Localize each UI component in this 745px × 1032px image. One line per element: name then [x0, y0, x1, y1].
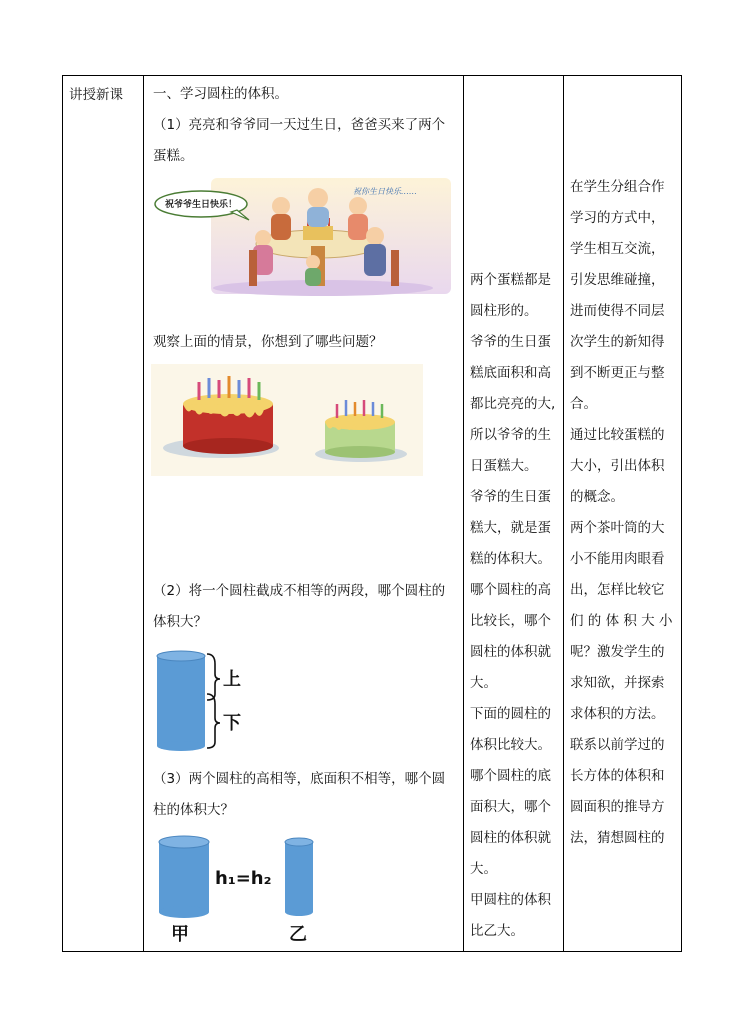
row-label: 讲授新课 — [69, 87, 123, 103]
intent-line: 学生相互交流， — [570, 241, 665, 257]
birthday-scene-illustration — [153, 176, 453, 296]
intent-line: 求体积的方法。 — [570, 706, 665, 722]
student-line: 所以爷爷的生 — [470, 427, 551, 443]
cylinder-top — [157, 651, 205, 661]
label-up: 上 — [223, 669, 241, 690]
student-line: 糕底面积和高 — [470, 365, 551, 381]
intent-line: 的概念。 — [570, 489, 624, 505]
cylinder-yi — [285, 838, 313, 916]
intent-line: 引发思维碰撞， — [570, 272, 665, 288]
design-intent-column — [570, 172, 680, 854]
intent-line: 法，猜想圆柱的 — [570, 830, 665, 846]
student-line: 大。 — [470, 861, 497, 877]
intent-line: 在学生分组合作 — [570, 179, 665, 195]
intent-line: 圆面积的推导方 — [570, 799, 665, 815]
bubble-text: 祝爷爷生日快乐！ — [164, 200, 238, 210]
paragraph-1: （1）亮亮和爷爷同一天过生日，爸爸买来了两个 蛋糕。 — [153, 117, 446, 164]
intent-line: 学习的方式中， — [570, 210, 665, 226]
student-line: 甲圆柱的体积 — [470, 892, 551, 908]
height-equal-label: h₁=h₂ — [215, 868, 272, 889]
cylinder-body — [157, 656, 205, 746]
student-line: 圆柱形的。 — [470, 303, 538, 319]
student-line: 比较长，哪个 — [470, 613, 551, 629]
student-line: 日蛋糕大。 — [470, 458, 538, 474]
intent-line: 两个茶叶筒的大 — [570, 520, 665, 536]
section-heading: 一、学习圆柱的体积。 — [153, 86, 288, 102]
column-divider — [143, 76, 144, 951]
intent-line: 求知欲，并探索 — [570, 675, 665, 691]
chair — [391, 250, 399, 286]
student-line: 体积比较大。 — [470, 737, 551, 753]
intent-line: 通过比较蛋糕的 — [570, 427, 665, 443]
intent-line: 次学生的新知得 — [570, 334, 665, 350]
cylinder-jia — [159, 836, 209, 918]
lower-brace — [207, 694, 220, 748]
student-line: 都比亮亮的大, — [470, 396, 556, 412]
intent-line: 呢？激发学生的 — [570, 644, 665, 660]
student-line: 哪个圆柱的高 — [470, 582, 551, 598]
upper-brace — [207, 654, 220, 700]
paragraph-2: （2）将一个圆柱截成不相等的两段，哪个圆柱的 体积大？ — [153, 583, 446, 630]
intent-line: 合。 — [570, 396, 597, 412]
split-cylinder-diagram — [153, 648, 263, 758]
label-yi: 乙 — [289, 924, 307, 945]
paragraph-3: （3）两个圆柱的高相等，底面积不相等，哪个圆 柱的体积大？ — [153, 771, 446, 818]
student-line: 下面的圆柱的 — [470, 706, 551, 722]
student-line: 面积大，哪个 — [470, 799, 551, 815]
cylinder-base — [157, 741, 205, 751]
student-line: 哪个圆柱的底 — [470, 768, 551, 784]
label-jia: 甲 — [171, 924, 189, 945]
intent-line: 大小，引出体积 — [570, 458, 665, 474]
intent-line: 们 的 体 积 大 小 — [570, 613, 673, 629]
intent-line: 出，怎样比较它 — [570, 582, 665, 598]
two-cakes-illustration — [151, 364, 423, 476]
student-line: 大。 — [470, 675, 497, 691]
column-divider — [563, 76, 564, 951]
student-line: 比乙大。 — [470, 923, 524, 939]
intent-line: 长方体的体积和 — [570, 768, 665, 784]
student-line: 圆柱的体积就 — [470, 830, 551, 846]
column-divider — [463, 76, 464, 951]
student-line: 爷爷的生日蛋 — [470, 334, 551, 350]
chair — [249, 250, 257, 286]
student-activity-column — [470, 265, 562, 947]
intent-line: 小不能用肉眼看 — [570, 551, 665, 567]
lesson-table — [62, 75, 682, 952]
student-line: 爷爷的生日蛋 — [470, 489, 551, 505]
greeting-sign: 祝你生日快乐…… — [353, 187, 417, 196]
student-line: 糕的体积大。 — [470, 551, 551, 567]
cake-icon — [303, 226, 333, 240]
observation-question: 观察上面的情景，你想到了哪些问题？ — [153, 334, 383, 350]
label-down: 下 — [223, 713, 241, 734]
intent-line: 到不断更正与整 — [570, 365, 665, 381]
intent-line: 进而使得不同层 — [570, 303, 665, 319]
two-cylinders-diagram — [153, 828, 323, 946]
student-line: 圆柱的体积就 — [470, 644, 551, 660]
intent-line: 联系以前学过的 — [570, 737, 665, 753]
student-line: 两个蛋糕都是 — [470, 272, 551, 288]
student-line: 糕大，就是蛋 — [470, 520, 551, 536]
